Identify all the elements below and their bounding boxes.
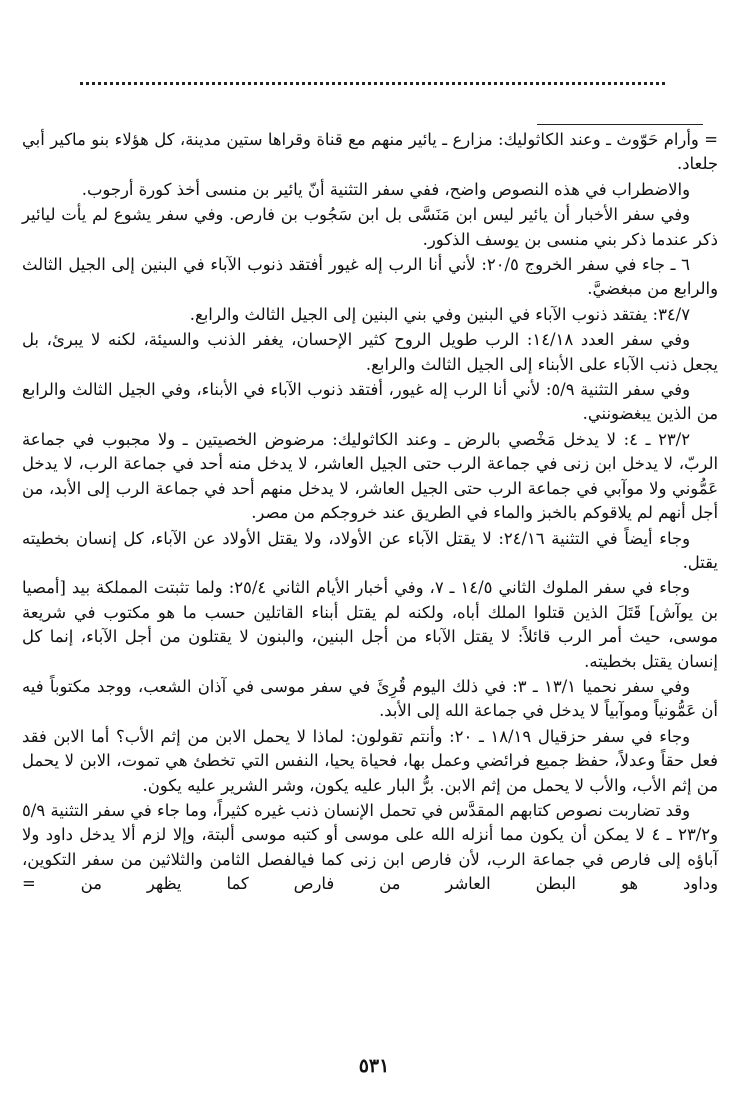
paragraph: وجاء في سفر الملوك الثاني ١٤/٥ ـ ٧، وفي أخبار الأيام الثاني ٢٥/٤: ولما تثبتت المملكة بيد [أمصيا بن يوآش] قَتَلَ الذين قتلوا الملك أباه، ولكنه لم يقتل أبناء القاتلين حسب ما هو مكتوب في شريعة موسى، حيث أمر الرب قائلاً: لا يقتل الآباء من أجل البنين، والبنون لا يقتلون من أجل الآباء، إنما كل إنسان يقتل بخطيته. (22, 578, 718, 671)
paragraph: ٦ ـ جاء في سفر الخروج ٢٠/٥: لأني أنا الرب إله غيور أفتقد ذنوب الآباء في البنين إلى الجيل الثالث والرابع من مبغضيَّ. (22, 255, 718, 299)
footnote-body (22, 128, 718, 898)
paragraph: وفي سفر الأخبار أن يائير ليس ابن مَنَسَّى بل ابن سَجُوب بن فارص. وفي سفر يشوع لم يأت ليائير ذكر عندما ذكر بني منسى بن يوسف الذكور. (22, 205, 718, 249)
paragraph: وفي سفر العدد ١٤/١٨: الرب طويل الروح كثير الإحسان، يغفر الذنب والسيئة، لكنه لا يبرئ، بل يجعل ذنب الآباء على الأبناء إلى الجيل الثالث والرابع. (22, 330, 718, 374)
paragraph: ٢٣/٢ ـ ٤: لا يدخل مَخْصي بالرض ـ وعند الكاثوليك: مرضوض الخصيتين ـ ولا مجبوب في جماعة الربّ، لا يدخل ابن زنى في جماعة الرب حتى الجيل العاشر، لا يدخل منه أحد في جماعة الرب، لا يدخل عَمُّوني ولا موآبي في جماعة الرب حتى الجيل العاشر، لا يدخل منهم أحد في جماعة الرب إلى الأبد، من أجل أنهم لم يلاقوكم بالخبز والماء في الطريق عند خروجكم من مصر. (22, 429, 718, 523)
paragraph: = وأرام حَوّوث ـ وعند الكاثوليك: مزارع ـ يائير منهم مع قناة وقراها ستين مدينة، كل هؤلاء بنو ماكير أبي جلعاد. (22, 130, 718, 174)
header-dotted-rule (80, 82, 665, 85)
paragraph: وجاء في سفر حزقيال ١٨/١٩ ـ ٢٠: وأنتم تقولون: لماذا لا يحمل الابن من إثم الأب؟ أما الابن فقد فعل حقاً وعدلاً، حفظ جميع فرائضي وعمل بها، فحياة يحيا، النفس التي تخطئ هي تموت، الابن لا يحمل من إثم الأب، والأب لا يحمل من إثم الابن. برُّ البار عليه يكون، وشر الشرير عليه يكون. (22, 726, 718, 795)
paragraph: وفي سفر نحميا ١٣/١ ـ ٣: في ذلك اليوم قُرِئَ في سفر موسى في آذان الشعب، ووجد مكتوباً فيه أن عَمُّونياً وموآبياً لا يدخل في جماعة الله إلى الأبد. (22, 676, 718, 721)
paragraph: والاضطراب في هذه النصوص واضح، ففي سفر التثنية أنّ يائير بن منسى أخذ كورة أرجوب. (81, 179, 690, 199)
footnote-separator (537, 124, 703, 125)
page-number: ٥٣١ (358, 1055, 390, 1077)
paragraph: وقد تضاربت نصوص كتابهم المقدَّس في تحمل الإنسان ذنب غيره كثيراً، وما جاء في سفر التثنية ٥/٩ و٢٣/٢ ـ ٤ لا يمكن أن يكون مما أنزله الله على موسى أو كتبه موسى ألبتة، وإلا لزم ألا يدخل داود ولا آباؤه إلى فارص في جماعة الرب، لأن فارص ابن زنى كما فيالفصل الثامن والثلاثين من سفر التكوين، وداود هو البطن العاشر من فارص كما يظهر من = (22, 800, 718, 894)
paragraph: ٣٤/٧: يفتقد ذنوب الآباء في البنين وفي بني البنين إلى الجيل الثالث والرابع. (189, 304, 690, 324)
paragraph: وفي سفر التثنية ٥/٩: لأني أنا الرب إله غيور، أفتقد ذنوب الآباء في الأبناء، وفي الجيل الثالث والرابع من الذين يبغضونني. (22, 380, 718, 424)
paragraph: وجاء أيضاً في التثنية ٢٤/١٦: لا يقتل الآباء عن الأولاد، ولا يقتل الأولاد عن الآباء، كل إنسان بخطيته يقتل. (22, 528, 718, 572)
